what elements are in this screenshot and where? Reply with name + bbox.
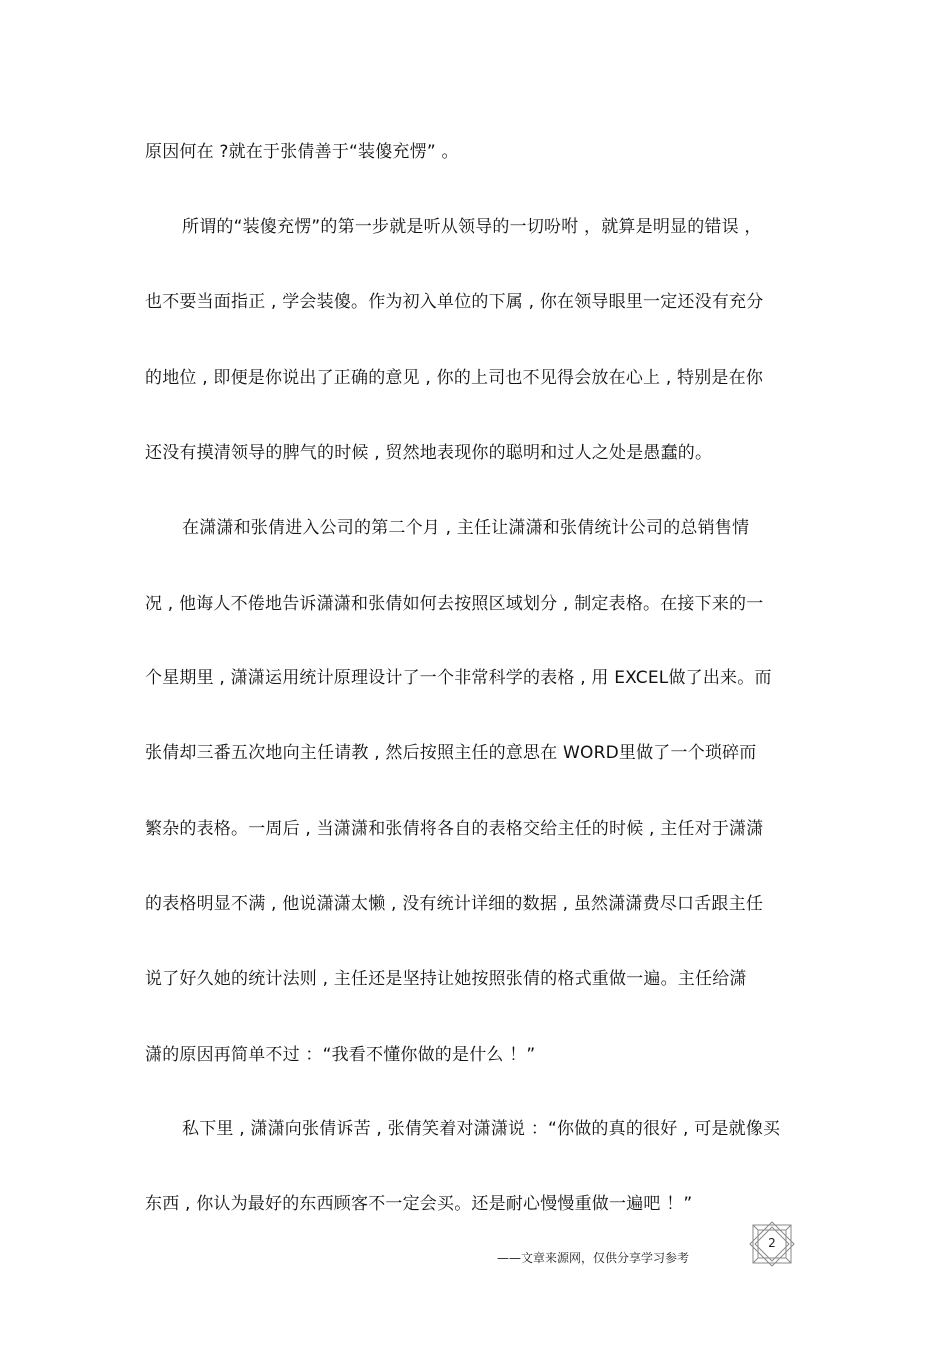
source-note: ——文章来源网，仅供分享学习参考 bbox=[497, 1251, 690, 1265]
text-line: 繁杂的表格。一周后 , 当潇潇和张倩将各自的表格交给主任的时候 , 主任对于潇潇 bbox=[145, 819, 764, 839]
text-line: 的地位 , 即便是你说出了正确的意见 , 你的上司也不见得会放在心上 , 特别是在你 bbox=[145, 368, 764, 388]
text-line: 个星期里 , 潇潇运用统计原理设计了一个非常科学的表格 , 用 EXCEL做了出来。而 bbox=[145, 668, 772, 688]
text-line: 还没有摸清领导的脾气的时候 , 贸然地表现你的聪明和过人之处是愚蠢的。 bbox=[145, 443, 713, 463]
text-line: 原因何在 ?就在于张倩善于“装傻充愣” 。 bbox=[145, 142, 459, 162]
text-line: 东西 , 你认为最好的东西顾客不一定会买。还是耐心慢慢重做一遍吧 ！” bbox=[145, 1194, 693, 1214]
paragraph-first-line: 在潇潇和张倩进入公司的第二个月 , 主任让潇潇和张倩统计公司的总销售情 bbox=[182, 518, 750, 538]
paragraph-first-line: 所谓的“装傻充愣”的第一步就是听从领导的一切吩咐 ，就算是明显的错误 ， bbox=[182, 217, 762, 237]
text-line: 况 , 他诲人不倦地告诉潇潇和张倩如何去按照区域划分 , 制定表格。在接下来的一 bbox=[145, 594, 764, 614]
text-line: 张倩却三番五次地向主任请教 , 然后按照主任的意思在 WORD里做了一个琐碎而 bbox=[145, 743, 757, 763]
text-line: 潇的原因再简单不过 ：“我看不懂你做的是什么 ！” bbox=[145, 1045, 536, 1065]
text-line: 说了好久她的统计法则 , 主任还是坚持让她按照张倩的格式重做一遍。主任给潇 bbox=[145, 969, 747, 989]
paragraph-first-line: 私下里 , 潇潇向张倩诉苦 , 张倩笑着对潇潇说 ：“你做的真的很好 , 可是就像买 bbox=[182, 1119, 781, 1139]
page-number-badge bbox=[749, 1221, 795, 1267]
text-line: 也不要当面指正 , 学会装傻。作为初入单位的下属 , 你在领导眼里一定还没有充分 bbox=[145, 292, 764, 312]
page-number: 2 bbox=[768, 1236, 776, 1250]
text-line: 的表格明显不满 , 他说潇潇太懒 , 没有统计详细的数据 , 虽然潇潇费尽口舌跟主任 bbox=[145, 894, 764, 914]
